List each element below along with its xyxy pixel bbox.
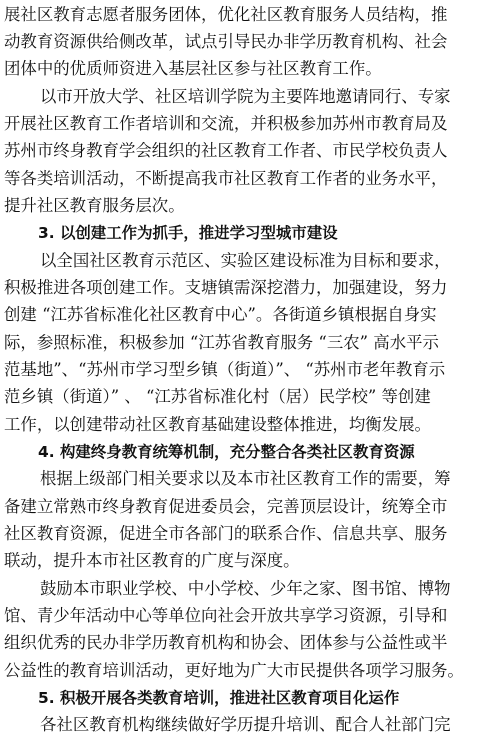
- section-heading: 4. 构建终身教育统筹机制，充分整合各类社区教育资源: [38, 443, 415, 461]
- text-line: 范乡镇（街道）” 、 “江苏省标准化村（居）民学校” 等创建: [4, 387, 431, 406]
- text-line: 积极推进各项创建工作。支塘镇需深挖潜力，加强建设，努力: [4, 278, 448, 297]
- text-line: 社区教育资源，促进全市各部门的联系合作、信息共享、服务: [4, 524, 448, 543]
- text-line: 动教育资源供给侧改革，试点引导民办非学历教育机构、社会: [4, 32, 448, 51]
- text-line: 各社区教育机构继续做好学历提升培训、配合人社部门完: [40, 715, 451, 734]
- text-line: 等各类培训活动，不断提高我市社区教育工作者的业务水平，: [4, 169, 448, 188]
- text-line: 团体中的优质师资进入基层社区参与社区教育工作。: [4, 59, 382, 78]
- text-line: 以全国社区教育示范区、实验区建设标准为目标和要求，: [40, 251, 451, 270]
- text-line: 根据上级部门相关要求以及本市社区教育工作的需要，筹: [40, 469, 451, 488]
- text-line: 公益性的教育培训活动，更好地为广大市民提供各项学习服务。: [4, 661, 464, 680]
- text-line: 组织优秀的民办非学历教育机构和协会、团体参与公益性或半: [4, 633, 448, 652]
- text-line: 以市开放大学、社区培训学院为主要阵地邀请同行、专家: [40, 87, 451, 106]
- text-line: 提升社区教育服务层次。: [4, 196, 185, 215]
- text-line: 展社区教育志愿者服务团体，优化社区教育服务人员结构，推: [4, 5, 448, 24]
- text-line: 工作，以创建带动社区教育基础建设整体推进，均衡发展。: [4, 415, 431, 434]
- text-line: 联动，提升本市社区教育的广度与深度。: [4, 551, 300, 570]
- section-heading: 3. 以创建工作为抓手，推进学习型城市建设: [38, 224, 338, 242]
- text-line: 开展社区教育工作者培训和交流，并积极参加苏州市教育局及: [4, 114, 448, 133]
- text-line: 创建 “江苏省标准化社区教育中心”。各街道乡镇根据自身实: [4, 305, 437, 324]
- text-line: 馆、青少年活动中心等单位向社会开放共享学习资源，引导和: [4, 606, 448, 625]
- text-line: 备建立常熟市终身教育促进委员会，完善顶层设计，统筹全市: [4, 497, 448, 516]
- text-line: 际，参照标准，积极参加 “江苏省教育服务 “三农” 高水平示: [4, 333, 439, 352]
- text-line: 鼓励本市职业学校、中小学校、少年之家、图书馆、博物: [40, 579, 451, 598]
- text-line: 范基地”、“苏州市学习型乡镇（街道）”、 “苏州市老年教育示: [4, 360, 446, 379]
- text-line: 苏州市终身教育学会组织的社区教育工作者、市民学校负责人: [4, 141, 448, 160]
- section-heading: 5. 积极开展各类教育培训，推进社区教育项目化运作: [38, 689, 400, 707]
